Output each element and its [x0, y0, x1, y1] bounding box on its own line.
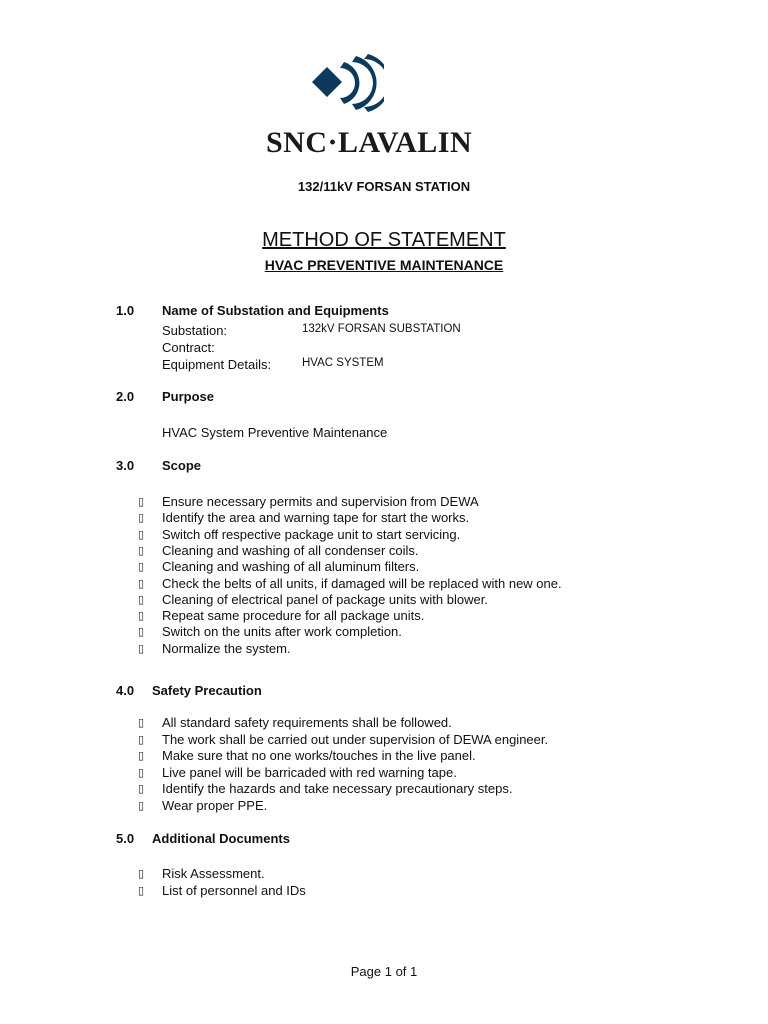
- bullet-icon: ▯: [138, 717, 145, 729]
- list-item: Wear proper PPE.: [162, 797, 268, 813]
- list-item: Switch off respective package unit to start servicing.: [162, 526, 461, 542]
- section-1-heading: Name of Substation and Equipments: [162, 303, 389, 318]
- list-item: Live panel will be barricaded with red warning tape.: [162, 764, 457, 780]
- company-logo-text: SNC·LAVALIN: [266, 126, 473, 159]
- bullet-icon: ▯: [138, 766, 145, 779]
- list-item: Make sure that no one works/touches in the live panel.: [162, 748, 476, 763]
- equipment-value: HVAC SYSTEM: [302, 357, 384, 369]
- list-item: All standard safety requirements shall be followed.: [162, 715, 452, 730]
- section-3-number: 3.0: [116, 458, 135, 473]
- list-item: Identify the hazards and take necessary precautionary steps.: [162, 781, 513, 796]
- purpose-text: HVAC System Preventive Maintenance: [162, 425, 388, 440]
- section-2-number: 2.0: [116, 389, 135, 404]
- list-item: Check the belts of all units, if damaged will be replaced with new one.: [162, 575, 562, 591]
- bullet-icon: ▯: [138, 512, 145, 525]
- list-item: Cleaning and washing of all aluminum filters.: [162, 559, 420, 575]
- substation-label: Substation:: [162, 323, 228, 338]
- list-item: The work shall be carried out under supervision of DEWA engineer.: [162, 731, 549, 747]
- page-subtitle: HVAC PREVENTIVE MAINTENANCE: [264, 257, 504, 273]
- bullet-icon: ▯: [138, 783, 145, 795]
- list-item: Repeat same procedure for all package units.: [162, 608, 425, 624]
- list-item: Normalize the system.: [162, 640, 291, 656]
- section-4-number: 4.0: [116, 683, 135, 698]
- bullet-icon: ▯: [138, 642, 145, 655]
- bullet-icon: ▯: [138, 610, 145, 623]
- list-item: Cleaning of electrical panel of package units with blower.: [162, 591, 488, 607]
- section-4-heading: Safety Precaution: [152, 683, 262, 698]
- list-item: Identify the area and warning tape for start the works.: [162, 510, 470, 526]
- list-item: Risk Assessment.: [162, 866, 265, 881]
- bullet-icon: ▯: [138, 496, 145, 508]
- equipment-label: Equipment Details:: [162, 357, 272, 372]
- page-title: METHOD OF STATEMENT: [262, 229, 506, 251]
- section-5-heading: Additional Documents: [152, 831, 290, 846]
- page-number: Page 1 of 1: [350, 964, 418, 979]
- list-item: List of personnel and IDs: [162, 882, 306, 898]
- section-3-heading: Scope: [162, 458, 202, 473]
- bullet-icon: ▯: [138, 561, 145, 574]
- bullet-icon: ▯: [138, 799, 145, 812]
- section-5-number: 5.0: [116, 831, 135, 846]
- bullet-icon: ▯: [138, 626, 145, 639]
- substation-value: 132kV FORSAN SUBSTATION: [302, 323, 461, 335]
- bullet-icon: ▯: [138, 750, 145, 762]
- station-name: 132/11kV FORSAN STATION: [297, 179, 471, 194]
- list-item: Cleaning and washing of all condenser coils.: [162, 542, 419, 558]
- section-2-heading: Purpose: [162, 389, 215, 404]
- section-1-number: 1.0: [116, 303, 135, 318]
- list-item: Ensure necessary permits and supervision from DEWA: [162, 494, 479, 509]
- company-logo-icon: [310, 52, 384, 114]
- bullet-icon: ▯: [138, 593, 145, 606]
- bullet-icon: ▯: [138, 733, 145, 746]
- bullet-icon: ▯: [138, 884, 145, 897]
- contract-label: Contract:: [162, 340, 215, 355]
- bullet-icon: ▯: [138, 868, 145, 880]
- bullet-icon: ▯: [138, 577, 145, 590]
- bullet-icon: ▯: [138, 528, 145, 541]
- list-item: Switch on the units after work completion.: [162, 624, 402, 640]
- bullet-icon: ▯: [138, 544, 145, 557]
